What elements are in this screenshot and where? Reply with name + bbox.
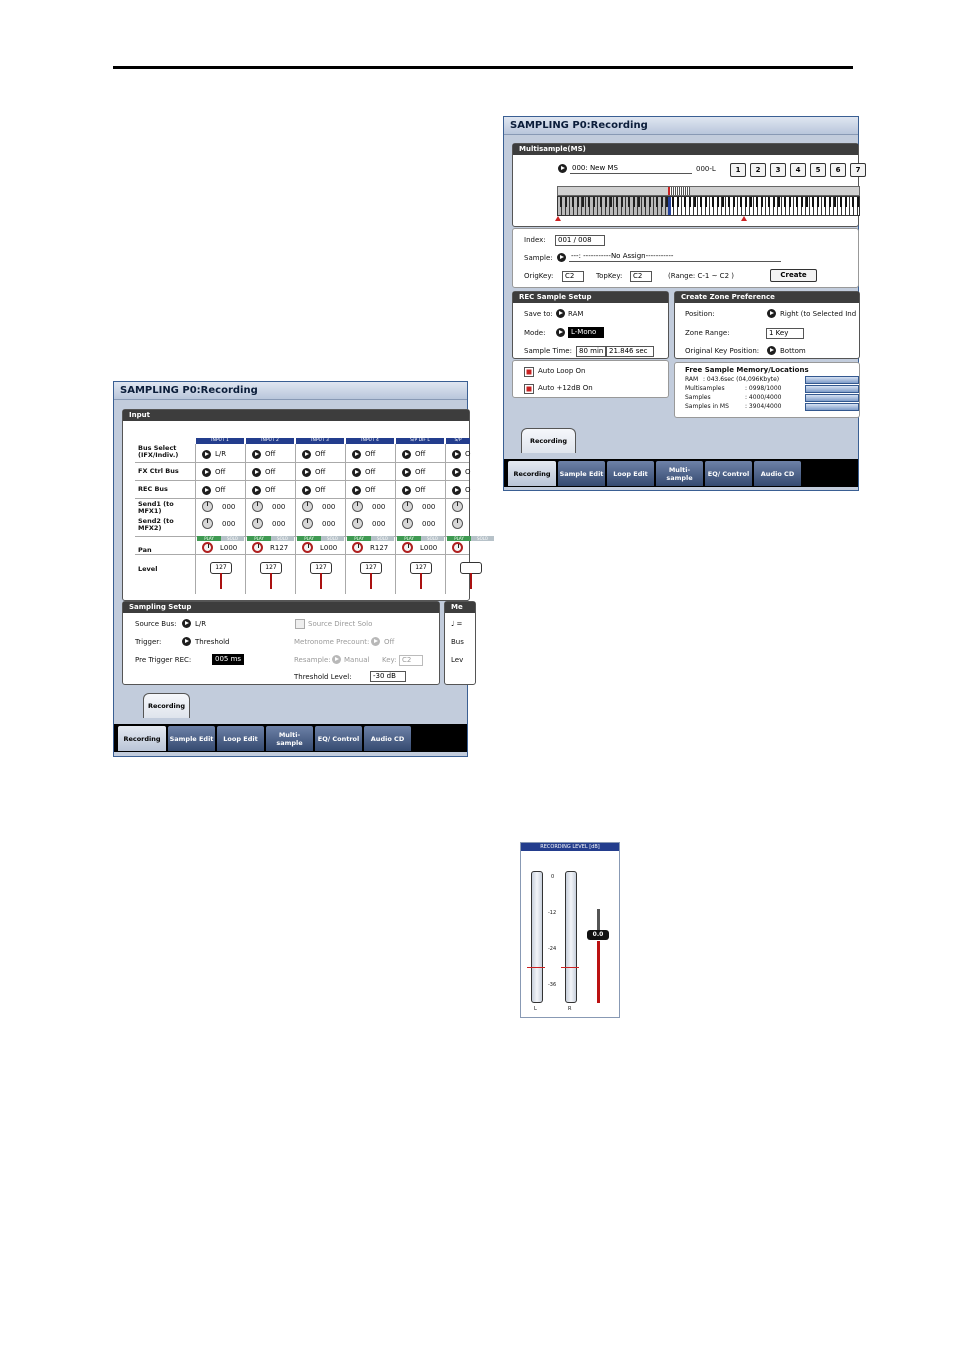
- source-bus-select-icon[interactable]: [182, 619, 191, 628]
- free-memory-samples-label: Samples: [685, 394, 711, 401]
- tab-audio-cd[interactable]: Audio CD: [364, 726, 411, 751]
- range-marker-low-icon: [555, 216, 561, 221]
- ms-info: 000-L: [696, 165, 716, 173]
- save-to-value[interactable]: RAM: [568, 310, 584, 318]
- send2-value[interactable]: 000: [222, 520, 236, 528]
- scale-0: 0: [551, 874, 555, 880]
- tab-audio-cd[interactable]: Audio CD: [754, 461, 801, 486]
- screen-recording-multisample: [503, 116, 859, 491]
- level-fader-value[interactable]: 0.0: [587, 930, 609, 940]
- send1-knob[interactable]: [302, 501, 313, 512]
- play-tag: PLAY: [247, 536, 271, 541]
- metronome-side-panel: [444, 601, 476, 685]
- rec-bus-value[interactable]: Off: [215, 486, 226, 494]
- bus-select-value[interactable]: L/R: [215, 450, 227, 458]
- level-fader-value[interactable]: 127: [410, 562, 432, 574]
- send1-knob[interactable]: [352, 501, 363, 512]
- rec-bus-value[interactable]: Off: [315, 486, 326, 494]
- pan-knob[interactable]: [452, 542, 463, 553]
- source-bus-value[interactable]: L/R: [195, 620, 207, 628]
- column-header-spdif-r: S/P: [446, 438, 470, 444]
- ms-number-button-2[interactable]: 2: [750, 163, 766, 177]
- send2-knob[interactable]: [352, 518, 363, 529]
- key-label: Key:: [382, 656, 397, 664]
- row-label-bus-select: Bus Select (IFX/Indiv.): [138, 444, 179, 459]
- send1-knob[interactable]: [252, 501, 263, 512]
- row-label-pan: Pan: [138, 546, 152, 554]
- sample-assign-panel: [512, 228, 859, 288]
- orig-key-label: OrigKey:: [524, 272, 554, 280]
- input-heading: Input: [123, 410, 469, 421]
- sample-time-min-field[interactable]: 80 min: [576, 346, 606, 357]
- input-panel: [122, 409, 488, 601]
- solo-tag: SOLO: [471, 536, 494, 541]
- free-memory-multisamples-label: Multisamples: [685, 385, 725, 392]
- metronome-precount-value[interactable]: Off: [384, 638, 395, 646]
- rec-bus-select-icon[interactable]: [302, 486, 311, 495]
- position-select-icon[interactable]: [767, 309, 776, 318]
- tab-sample-edit[interactable]: Sample Edit: [558, 461, 605, 486]
- send2-knob[interactable]: [302, 518, 313, 529]
- fx-ctrl-bus-select-icon[interactable]: [252, 468, 261, 477]
- subtab-recording[interactable]: Recording: [143, 693, 190, 718]
- top-key-field[interactable]: C2: [630, 271, 652, 282]
- resample-value[interactable]: Manual: [344, 656, 370, 664]
- bus-select-select-icon[interactable]: [202, 450, 211, 459]
- resample-label: Resample:: [294, 656, 331, 664]
- fx-ctrl-bus-value[interactable]: Off: [415, 468, 426, 476]
- tab-eq-control[interactable]: EQ/ Control: [705, 461, 752, 486]
- page-top-rule: [113, 66, 853, 69]
- auto-12db-on-label: Auto +12dB On: [538, 384, 593, 392]
- screen-recording-input: [113, 381, 488, 757]
- level-fader-value[interactable]: 127: [360, 562, 382, 574]
- pan-knob[interactable]: [352, 542, 363, 553]
- bus-select-value[interactable]: Off: [315, 450, 326, 458]
- fx-ctrl-bus-value[interactable]: O: [465, 468, 471, 476]
- free-memory-ram-label: RAM: [685, 376, 699, 383]
- save-to-label: Save to:: [524, 310, 553, 318]
- fx-ctrl-bus-select-icon[interactable]: [202, 468, 211, 477]
- pan-value[interactable]: L000: [320, 544, 338, 552]
- save-to-select-icon[interactable]: [556, 309, 565, 318]
- send2-value[interactable]: 000: [422, 520, 436, 528]
- bus-select-select-icon[interactable]: [352, 450, 361, 459]
- threshold-marker-right: [561, 967, 579, 968]
- fader-stem[interactable]: [597, 941, 600, 1003]
- pan-knob[interactable]: [302, 542, 313, 553]
- send1-value[interactable]: 000: [272, 503, 286, 511]
- bus-select-select-icon[interactable]: [302, 450, 311, 459]
- fx-ctrl-bus-value[interactable]: Off: [215, 468, 226, 476]
- auto-loop-on-label: Auto Loop On: [538, 367, 586, 375]
- sampling-setup-heading: Sampling Setup: [123, 602, 439, 613]
- ms-number-button-5[interactable]: 5: [810, 163, 826, 177]
- resample-select-icon[interactable]: [332, 655, 341, 664]
- metronome-precount-label: Metronome Precount:: [294, 638, 370, 646]
- threshold-level-label: Threshold Level:: [294, 673, 352, 681]
- send1-value[interactable]: 000: [422, 503, 436, 511]
- page-tab-bar: [504, 459, 858, 487]
- tab-loop-edit[interactable]: Loop Edit: [217, 726, 264, 751]
- column-header-input-4: INPUT 4: [346, 438, 394, 444]
- recording-level-title: RECORDING LEVEL [dB]: [521, 843, 619, 851]
- sampling-setup-panel: [122, 601, 440, 685]
- send1-value[interactable]: 000: [322, 503, 336, 511]
- index-label: Index:: [524, 236, 546, 244]
- index-field[interactable]: 001 / 008: [555, 235, 605, 246]
- solo-tag: SOLO: [371, 536, 394, 541]
- bus-select-select-icon[interactable]: [452, 450, 461, 459]
- play-tag: PLAY: [397, 536, 421, 541]
- column-header-input-1: INPUT 1: [196, 438, 244, 444]
- fx-ctrl-bus-select-icon[interactable]: [352, 468, 361, 477]
- range-text: (Range: C-1 ~ C2 ): [668, 272, 734, 280]
- side-panel-tempo: ♩ =: [451, 620, 463, 628]
- solo-tag: SOLO: [221, 536, 244, 541]
- send1-knob[interactable]: [402, 501, 413, 512]
- bus-select-value[interactable]: Off: [365, 450, 376, 458]
- channel-label-right: R: [568, 1006, 572, 1012]
- ms-number-button-4[interactable]: 4: [790, 163, 806, 177]
- level-fader-value[interactable]: 127: [310, 562, 332, 574]
- zone-range-label: Zone Range:: [685, 329, 730, 337]
- play-tag: PLAY: [297, 536, 321, 541]
- level-fader-stem: [220, 573, 222, 589]
- ms-name: 000: New MS: [572, 164, 618, 172]
- rec-bus-value[interactable]: Off: [415, 486, 426, 494]
- send2-value[interactable]: 000: [322, 520, 336, 528]
- free-memory-heading: Free Sample Memory/Locations: [685, 366, 809, 374]
- fx-ctrl-bus-select-icon[interactable]: [402, 468, 411, 477]
- fx-ctrl-bus-select-icon[interactable]: [302, 468, 311, 477]
- meter-bar-left: [531, 871, 543, 1003]
- metronome-precount-select-icon[interactable]: [371, 637, 380, 646]
- row-label-fx-ctrl-bus: FX Ctrl Bus: [138, 467, 179, 475]
- solo-tag: SOLO: [271, 536, 294, 541]
- rec-bus-select-icon[interactable]: [452, 486, 461, 495]
- tab-loop-edit[interactable]: Loop Edit: [607, 461, 654, 486]
- auto-12db-on-checkbox[interactable]: [524, 384, 534, 394]
- free-memory-samples-in-ms-value: : 3904/4000: [745, 403, 782, 410]
- fx-ctrl-bus-select-icon[interactable]: [452, 468, 461, 477]
- zone-map-bar[interactable]: [557, 186, 860, 196]
- threshold-marker-left: [527, 967, 545, 968]
- pan-knob[interactable]: [202, 542, 213, 553]
- rec-bus-select-icon[interactable]: [402, 486, 411, 495]
- sample-select-icon[interactable]: [557, 253, 566, 262]
- tab-multisample[interactable]: Multi-sample: [656, 461, 703, 486]
- send1-knob[interactable]: [202, 501, 213, 512]
- level-fader-value[interactable]: 127: [210, 562, 232, 574]
- pan-knob[interactable]: [252, 542, 263, 553]
- level-fader-stem: [470, 573, 472, 589]
- orig-key-position-label: Original Key Position:: [685, 347, 760, 355]
- column-header-input-3: INPUT 3: [296, 438, 344, 444]
- level-fader-value[interactable]: 127: [260, 562, 282, 574]
- sample-time-sec-field[interactable]: 21.846 sec: [606, 346, 654, 357]
- row-label-send1: Send1 (to MFX1): [138, 500, 174, 515]
- side-panel-bus: Bus: [451, 638, 464, 646]
- bus-select-value[interactable]: Off: [415, 450, 426, 458]
- mode-select-icon[interactable]: [556, 328, 565, 337]
- bus-select-select-icon[interactable]: [252, 450, 261, 459]
- bus-select-select-icon[interactable]: [402, 450, 411, 459]
- free-memory-ram-bar: [805, 376, 859, 384]
- trigger-value[interactable]: Threshold: [195, 638, 230, 646]
- level-fader-stem: [420, 573, 422, 589]
- row-label-level: Level: [138, 565, 158, 573]
- source-direct-solo-checkbox[interactable]: [295, 619, 305, 629]
- key-field[interactable]: C2: [399, 655, 423, 666]
- screen-title: SAMPLING P0:Recording: [504, 117, 858, 135]
- ms-number-button-6[interactable]: 6: [830, 163, 846, 177]
- create-zone-preference-heading: Create Zone Preference: [675, 292, 859, 303]
- ms-number-button-7[interactable]: 7: [850, 163, 866, 177]
- send2-knob[interactable]: [202, 518, 213, 529]
- trigger-select-icon[interactable]: [182, 637, 191, 646]
- keyboard-graphic[interactable]: [557, 196, 860, 216]
- sample-time-label: Sample Time:: [524, 347, 572, 355]
- tab-multisample[interactable]: Multi-sample: [266, 726, 313, 751]
- tab-eq-control[interactable]: EQ/ Control: [315, 726, 362, 751]
- pre-trigger-rec-label: Pre Trigger REC:: [135, 656, 192, 664]
- send2-knob[interactable]: [252, 518, 263, 529]
- top-key-label: TopKey:: [596, 272, 623, 280]
- scale-36: -36: [548, 982, 557, 988]
- threshold-level-field[interactable]: -30 dB: [370, 671, 406, 682]
- fader-track-top[interactable]: [597, 909, 600, 931]
- free-memory-samples-value: : 4000/4000: [745, 394, 782, 401]
- send2-value[interactable]: 000: [272, 520, 286, 528]
- create-zone-preference-panel: [674, 291, 860, 359]
- scale-12: -12: [548, 910, 557, 916]
- position-value[interactable]: Right (to Selected Ind: [780, 310, 857, 318]
- zone-range-field[interactable]: 1 Key: [766, 328, 804, 339]
- channel-label-left: L: [534, 1006, 537, 1012]
- source-bus-label: Source Bus:: [135, 620, 177, 628]
- free-memory-multisamples-bar: [805, 385, 859, 393]
- mode-value[interactable]: L-Mono: [568, 327, 604, 338]
- send1-value[interactable]: 000: [222, 503, 236, 511]
- auto-options-panel: [512, 360, 669, 398]
- column-header-input-2: INPUT 2: [246, 438, 294, 444]
- multisample-panel: [512, 143, 859, 227]
- solo-tag: SOLO: [321, 536, 344, 541]
- level-fader-stem: [370, 573, 372, 589]
- rec-sample-setup-heading: REC Sample Setup: [513, 292, 668, 303]
- fx-ctrl-bus-value[interactable]: Off: [265, 468, 276, 476]
- pre-trigger-rec-field[interactable]: 005 ms: [212, 654, 244, 665]
- range-marker-high-icon: [741, 216, 747, 221]
- recording-level-meter: [520, 842, 620, 1018]
- send2-value[interactable]: 000: [372, 520, 386, 528]
- source-direct-solo-label: Source Direct Solo: [308, 620, 373, 628]
- play-tag: PLAY: [347, 536, 371, 541]
- row-label-send2: Send2 (to MFX2): [138, 517, 174, 532]
- rec-bus-select-icon[interactable]: [352, 486, 361, 495]
- ms-select-icon[interactable]: [558, 164, 567, 173]
- pan-value[interactable]: L000: [220, 544, 238, 552]
- play-tag: PLAY: [197, 536, 221, 541]
- position-label: Position:: [685, 310, 715, 318]
- free-memory-samples-in-ms-bar: [805, 403, 859, 411]
- solo-tag: SOLO: [421, 536, 444, 541]
- meter-bar-right: [565, 871, 577, 1003]
- mode-label: Mode:: [524, 329, 546, 337]
- send1-value[interactable]: 000: [372, 503, 386, 511]
- rec-bus-value[interactable]: Off: [265, 486, 276, 494]
- rec-bus-value[interactable]: Off: [365, 486, 376, 494]
- pan-value[interactable]: R127: [270, 544, 289, 552]
- play-tag: PLAY: [447, 536, 471, 541]
- side-panel-heading: Me: [445, 602, 475, 613]
- send1-knob[interactable]: [452, 501, 463, 512]
- create-button[interactable]: Create: [770, 269, 817, 282]
- row-label-rec-bus: REC Bus: [138, 485, 168, 493]
- fx-ctrl-bus-value[interactable]: Off: [315, 468, 326, 476]
- page-tab-bar: [114, 724, 467, 752]
- pan-value[interactable]: R127: [370, 544, 389, 552]
- free-memory-samples-bar: [805, 394, 859, 402]
- send2-knob[interactable]: [452, 518, 463, 529]
- pan-knob[interactable]: [402, 542, 413, 553]
- side-panel-level: Lev: [451, 656, 464, 664]
- ms-name-field[interactable]: [570, 164, 692, 174]
- trigger-label: Trigger:: [135, 638, 162, 646]
- ms-number-button-3[interactable]: 3: [770, 163, 786, 177]
- screen-title: SAMPLING P0:Recording: [114, 382, 467, 400]
- tab-recording[interactable]: Recording: [118, 726, 166, 751]
- level-fader-stem: [270, 573, 272, 589]
- sample-label: Sample:: [524, 254, 553, 262]
- bus-select-value[interactable]: Off: [265, 450, 276, 458]
- free-memory-ram-value: : 043.6sec (04,096Kbyte): [703, 376, 780, 383]
- orig-key-field[interactable]: C2: [562, 271, 584, 282]
- tab-recording[interactable]: Recording: [508, 461, 556, 486]
- free-memory-panel: [674, 362, 860, 418]
- multisample-heading: Multisample(MS): [513, 144, 858, 155]
- free-memory-samples-in-ms-label: Samples in MS: [685, 403, 729, 410]
- ms-number-button-1[interactable]: 1: [730, 163, 746, 177]
- auto-loop-on-checkbox[interactable]: [524, 367, 534, 377]
- level-fader-stem: [320, 573, 322, 589]
- rec-sample-setup-panel: [512, 291, 669, 359]
- fx-ctrl-bus-value[interactable]: Off: [365, 468, 376, 476]
- orig-key-position-select-icon[interactable]: [767, 346, 776, 355]
- pan-value[interactable]: L000: [420, 544, 438, 552]
- send2-knob[interactable]: [402, 518, 413, 529]
- rec-bus-select-icon[interactable]: [202, 486, 211, 495]
- free-memory-multisamples-value: : 0998/1000: [745, 385, 782, 392]
- rec-bus-select-icon[interactable]: [252, 486, 261, 495]
- orig-key-position-value[interactable]: Bottom: [780, 347, 806, 355]
- sample-field[interactable]: ---: -----------No Assign-----------: [569, 252, 781, 262]
- column-header-spdif-l: S/P DIF L: [396, 438, 444, 444]
- rec-bus-value[interactable]: O: [465, 486, 471, 494]
- subtab-recording[interactable]: Recording: [521, 428, 576, 453]
- scale-24: -24: [548, 946, 557, 952]
- tab-sample-edit[interactable]: Sample Edit: [168, 726, 215, 751]
- bus-select-value[interactable]: O: [465, 450, 471, 458]
